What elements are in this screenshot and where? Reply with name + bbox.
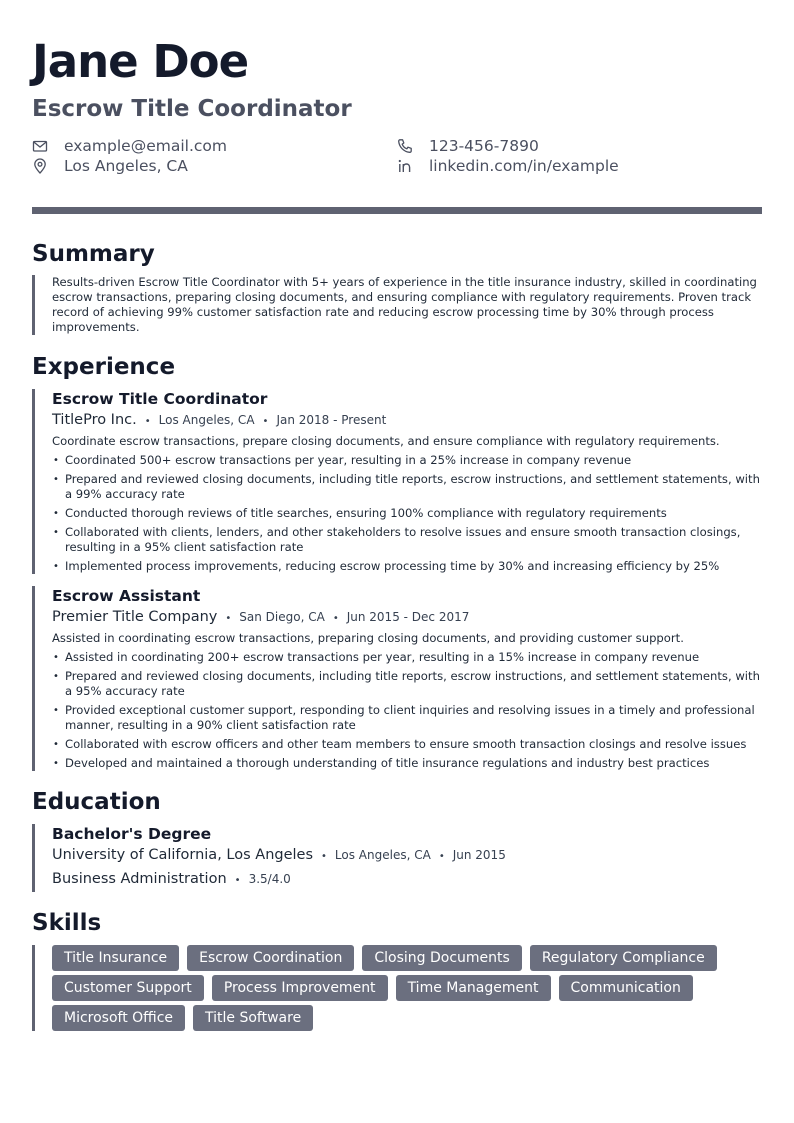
job-bullet: • Provided exceptional customer support, responding to client inquiries and resolving issues in a timely and professional manner, resulting in a 90% client satisfaction rate xyxy=(52,703,762,733)
mail-icon xyxy=(32,138,48,154)
map-pin-icon xyxy=(32,158,48,174)
skill-chip: Title Insurance xyxy=(52,945,179,971)
edu-location: Los Angeles, CA xyxy=(334,848,431,862)
meta-separator: • xyxy=(438,851,445,862)
summary-section xyxy=(32,240,762,335)
resume-page xyxy=(32,36,762,1031)
header-divider xyxy=(32,207,762,214)
job-title: Escrow Assistant xyxy=(52,587,201,605)
job-bullet: • Prepared and reviewed closing documents, including title reports, escrow instructions, and settlement statements, with a 95% accuracy rate xyxy=(52,669,762,699)
contact-email[interactable] xyxy=(32,136,397,156)
meta-separator: • xyxy=(321,851,327,862)
skill-chip: Communication xyxy=(559,975,693,1001)
job-dates: Jun 2015 - Dec 2017 xyxy=(346,610,470,624)
education-entry xyxy=(32,824,762,892)
location-text: Los Angeles, CA xyxy=(64,157,188,175)
contact-block xyxy=(32,136,762,176)
skill-chip: Regulatory Compliance xyxy=(530,945,717,971)
education-heading: Education xyxy=(32,789,161,815)
skills-heading: Skills xyxy=(32,910,102,936)
job-bullet: • Prepared and reviewed closing documents, including title reports, escrow instructions, and settlement statements, with a 99% accuracy rate xyxy=(52,472,762,502)
contact-location xyxy=(32,156,397,176)
meta-separator: • xyxy=(332,613,339,624)
meta-separator: • xyxy=(225,613,232,624)
job-meta xyxy=(52,411,762,431)
linkedin-icon xyxy=(397,158,413,174)
job-bullets xyxy=(52,650,762,771)
meta-separator: • xyxy=(262,416,269,427)
skill-chip: Title Software xyxy=(193,1005,313,1031)
experience-section xyxy=(32,353,762,771)
contact-phone[interactable] xyxy=(397,136,762,156)
contact-linkedin[interactable] xyxy=(397,156,762,176)
job-bullet: • Assisted in coordinating 200+ escrow transactions per year, resulting in a 15% increase in company revenue xyxy=(52,650,762,665)
edu-date: Jun 2015 xyxy=(452,848,506,862)
linkedin-text: linkedin.com/in/example xyxy=(429,157,619,175)
meta-separator: • xyxy=(234,875,241,886)
job-location: San Diego, CA xyxy=(239,610,325,624)
job-bullet: • Developed and maintained a thorough understanding of title insurance regulations and industry best practices xyxy=(52,756,762,771)
job-bullet: • Collaborated with escrow officers and other team members to ensure smooth transaction closings and resolve issues xyxy=(52,737,762,752)
phone-icon xyxy=(397,138,413,154)
job-description: Coordinate escrow transactions, prepare closing documents, and ensure compliance with regulatory requirements. xyxy=(52,434,720,448)
job-headline: Escrow Title Coordinator xyxy=(32,96,352,122)
job-bullets xyxy=(52,453,762,574)
job-description: Assisted in coordinating escrow transactions, preparing closing documents, and providing customer support. xyxy=(52,631,684,645)
job-bullet: • Coordinated 500+ escrow transactions per year, resulting in a 25% increase in company revenue xyxy=(52,453,762,468)
skill-chip: Process Improvement xyxy=(212,975,388,1001)
skills-section xyxy=(32,909,762,1031)
skill-chip: Closing Documents xyxy=(362,945,521,971)
meta-separator: • xyxy=(144,416,151,427)
phone-text: 123-456-7890 xyxy=(429,137,539,155)
job-entry xyxy=(32,586,762,771)
job-company: Premier Title Company xyxy=(52,609,218,625)
skill-chip: Escrow Coordination xyxy=(187,945,354,971)
job-dates: Jan 2018 - Present xyxy=(276,413,387,427)
edu-field-line xyxy=(52,868,762,892)
edu-school-line xyxy=(52,844,762,868)
job-title: Escrow Title Coordinator xyxy=(52,390,268,408)
edu-degree: Bachelor's Degree xyxy=(52,825,212,843)
email-text: example@email.com xyxy=(64,137,227,155)
edu-school: University of California, Los Angeles xyxy=(52,847,314,863)
skills-list xyxy=(32,945,732,1031)
job-meta xyxy=(52,608,762,628)
education-section xyxy=(32,788,762,892)
summary-text: Results-driven Escrow Title Coordinator with 5+ years of experience in the title insurance industry, skilled in coordinating escrow transactions, preparing closing documents, and ensuring compliance with regulatory requirements. Proven track record of achieving 99% customer satisfaction rate and reducing escrow processing time by 30% through process improvements. xyxy=(32,275,762,335)
job-company: TitlePro Inc. xyxy=(52,412,137,428)
edu-field: Business Administration xyxy=(52,871,227,887)
job-bullet: • Implemented process improvements, reducing escrow processing time by 30% and increasing efficiency by 25% xyxy=(52,559,762,574)
job-location: Los Angeles, CA xyxy=(158,413,255,427)
job-entry xyxy=(32,389,762,574)
edu-gpa: 3.5/4.0 xyxy=(248,872,291,886)
skill-chip: Time Management xyxy=(396,975,551,1001)
candidate-name: Jane Doe xyxy=(32,35,249,88)
job-bullet: • Conducted thorough reviews of title searches, ensuring 100% compliance with regulatory requirements xyxy=(52,506,762,521)
job-bullet: • Collaborated with clients, lenders, and other stakeholders to resolve issues and ensure smooth transaction closings, resulting in a 95% client satisfaction rate xyxy=(52,525,762,555)
skill-chip: Customer Support xyxy=(52,975,204,1001)
experience-heading: Experience xyxy=(32,354,176,380)
skill-chip: Microsoft Office xyxy=(52,1005,185,1031)
summary-heading: Summary xyxy=(32,241,155,267)
